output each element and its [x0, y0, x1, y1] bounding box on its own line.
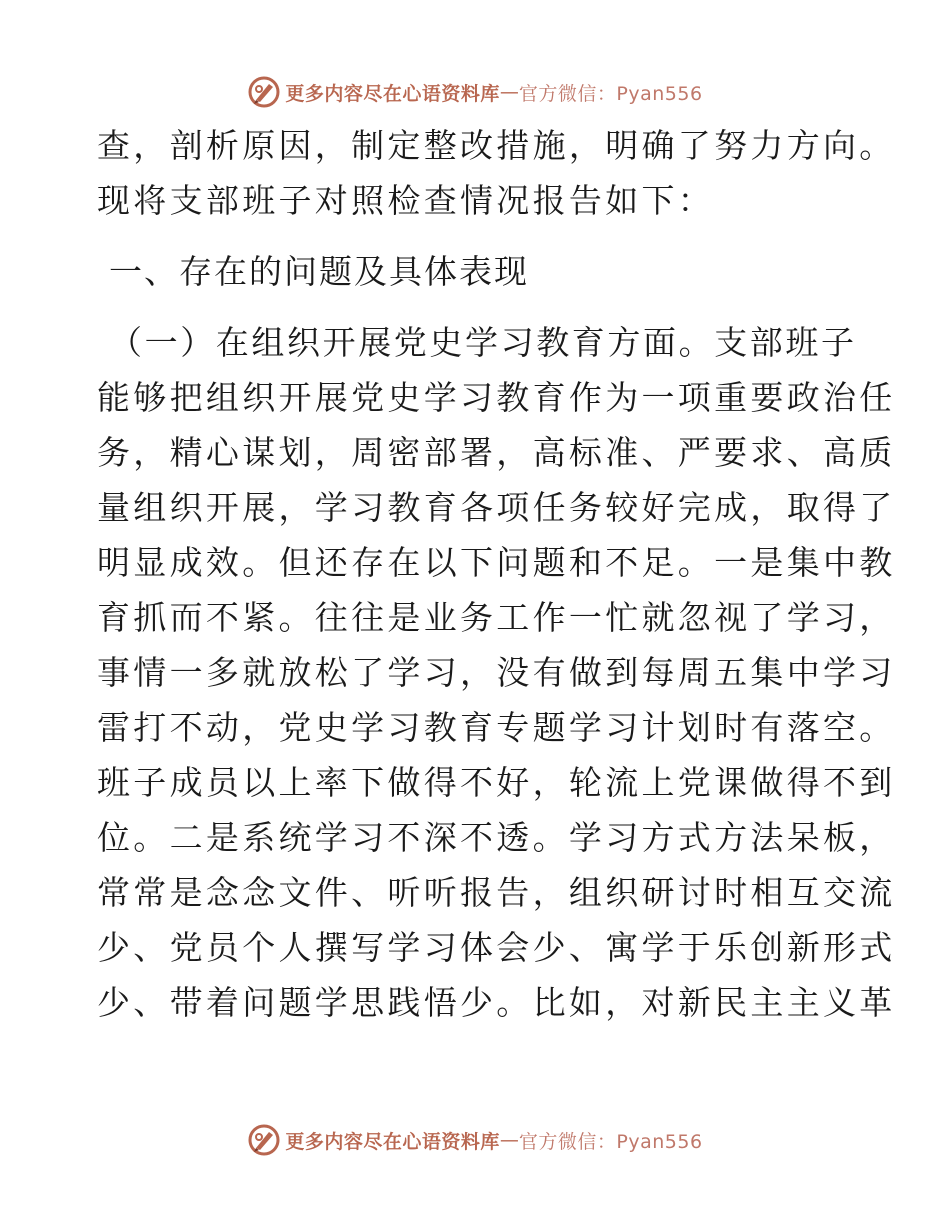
text-line: 查，剖析原因，制定整改措施，明确了努力方向。 — [97, 126, 896, 165]
text-line: 常常是念念文件、听听报告，组织研讨时相互交流 — [97, 873, 896, 912]
paragraph — [97, 315, 896, 1030]
quill-pen-icon — [247, 1123, 281, 1157]
watermark-contact: 官方微信：Pyan556 — [518, 1130, 703, 1153]
quill-pen-icon — [247, 75, 281, 109]
footer-watermark — [0, 1120, 950, 1160]
section-heading: 一、存在的问题及具体表现 — [109, 252, 529, 291]
document-body — [97, 118, 896, 1030]
text-line: 位。二是系统学习不深不透。学习方式方法呆板， — [97, 818, 896, 857]
text-line: 明显成效。但还存在以下问题和不足。一是集中教 — [97, 543, 896, 582]
text-line: 事情一多就放松了学习，没有做到每周五集中学习 — [97, 653, 896, 692]
watermark-brand: 更多内容尽在心语资料库 — [285, 1130, 500, 1153]
text-line: 量组织开展，学习教育各项任务较好完成，取得了 — [97, 488, 896, 527]
text-line: （一）在组织开展党史学习教育方面。支部班子 — [109, 323, 857, 362]
watermark-dash: — — [499, 81, 519, 103]
text-line: 现将支部班子对照检查情况报告如下： — [97, 181, 715, 220]
header-watermark — [0, 72, 950, 112]
text-line: 班子成员以上率下做得不好，轮流上党课做得不到 — [97, 763, 896, 802]
text-line: 少、党员个人撰写学习体会少、寓学于乐创新形式 — [97, 928, 896, 967]
text-line: 务，精心谋划，周密部署，高标准、严要求、高质 — [97, 433, 896, 472]
text-line: 雷打不动，党史学习教育专题学习计划时有落空。 — [97, 708, 896, 747]
text-line: 能够把组织开展党史学习教育作为一项重要政治任 — [97, 378, 896, 417]
watermark-brand: 更多内容尽在心语资料库 — [285, 82, 500, 105]
watermark-dash: — — [499, 1129, 519, 1151]
watermark-contact: 官方微信：Pyan556 — [518, 82, 703, 105]
text-line: 育抓而不紧。往往是业务工作一忙就忽视了学习， — [97, 598, 896, 637]
text-line: 少、带着问题学思践悟少。比如，对新民主主义革 — [97, 983, 896, 1022]
